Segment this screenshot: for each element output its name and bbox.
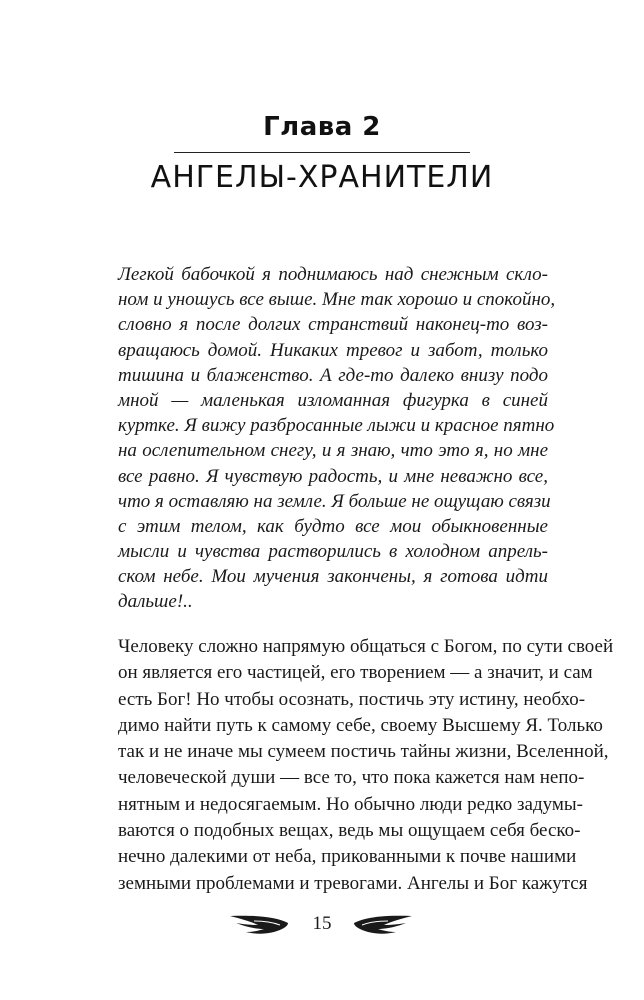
epigraph-line: с этим телом, как будто все мои обыкновенные (118, 515, 548, 537)
wing-ornament-right-icon (352, 913, 414, 937)
body-line: нятным и недосягаемым. Но обычно люди редко задумы- (118, 793, 583, 815)
body-line: земными проблемами и тревогами. Ангелы и Бог кажутся (118, 872, 588, 894)
chapter-divider (174, 152, 470, 153)
page-footer (0, 910, 644, 940)
epigraph-line: ном и уношусь все выше. Мне так хорошо и спокойно, (118, 289, 556, 311)
epigraph-line: все равно. Я чувствую радость, и мне неважно все, (118, 465, 548, 487)
body-line: так и не иначе мы сумеем постичь тайны жизни, Вселенной, (118, 741, 609, 763)
body-line: человеческой души — все то, что пока кажется нам непо- (118, 767, 585, 789)
epigraph-line: словно я после долгих странствий наконец-то воз- (118, 314, 548, 336)
epigraph-line: куртке. Я вижу разбросанные лыжи и красное пятно (118, 415, 555, 437)
epigraph (118, 262, 556, 615)
epigraph-line: дальше!.. (118, 591, 193, 613)
epigraph-line: мной — маленькая изломанная фигурка в синей (118, 389, 548, 411)
epigraph-line: Легкой бабочкой я поднимаюсь над снежным скло- (118, 264, 548, 285)
epigraph-line: вращаюсь домой. Никаких тревог и забот, только (118, 339, 548, 361)
body-paragraph (118, 634, 614, 897)
body-line: нечно далекими от неба, прикованными к почве нашими (118, 846, 577, 868)
wing-ornament-left-icon (228, 913, 290, 937)
epigraph-line: что я оставляю на земле. Я больше не ощущаю связи (118, 490, 551, 512)
chapter-title: АНГЕЛЫ-ХРАНИТЕЛИ (150, 160, 494, 195)
epigraph-line: мысли и чувства растворились в холодном апрель- (118, 541, 548, 563)
epigraph-line: тишина и блаженство. А где-то далеко внизу подо (118, 364, 548, 386)
body-line: Человеку сложно напрямую общаться с Богом, по сути своей (118, 636, 614, 657)
epigraph-line: ском небе. Мои мучения закончены, я готова идти (118, 566, 548, 588)
body-line: он является его частицей, его творением — а значит, и сам (118, 662, 593, 684)
page-number: 15 (312, 913, 332, 934)
chapter-label: Глава 2 (263, 112, 381, 142)
body-line: димо найти путь к самому себе, своему Высшему Я. Только (118, 714, 603, 736)
epigraph-line: на ослепительном снегу, и я знаю, что это я, но мне (118, 440, 548, 462)
body-line: есть Бог! Но чтобы осознать, постичь эту истину, необхо- (118, 688, 586, 710)
body-line: ваются о подобных вещах, ведь мы ощущаем себя беско- (118, 820, 581, 842)
